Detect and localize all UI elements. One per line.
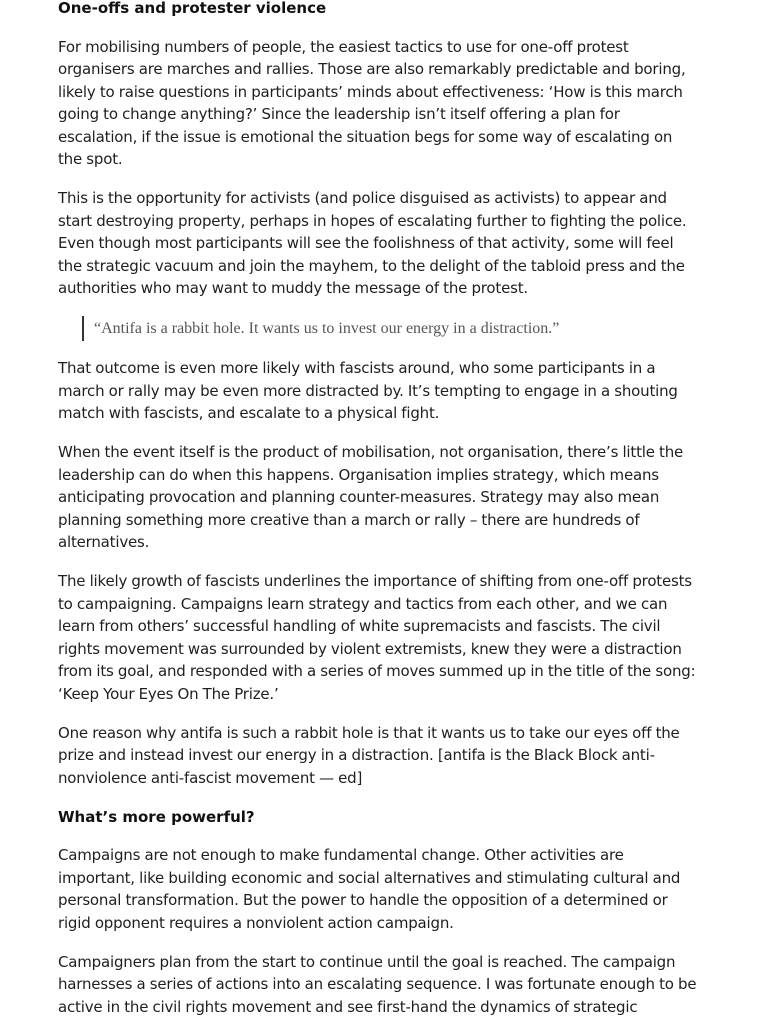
pull-quote: “Antifa is a rabbit hole. It wants us to invest our energy in a distraction.” <box>82 316 700 341</box>
paragraph-mobilising: For mobilising numbers of people, the easiest tactics to use for one-off protest organisers are marches and rallies. Those are also remarkably predictable and boring, likely to raise questions in participants’ minds about effectiveness: ‘How is this march going to change anything?’ Since the leadership isn’t itself offering a plan for escalation, if the issue is emotional the situation begs for some way of escalating on the spot. <box>58 37 686 168</box>
paragraph-fascists-outcome: That outcome is even more likely with fascists around, who some participants in a march or rally may be even more distracted by. It’s tempting to engage in a shouting match with fascists, and escalate to a physical fight. <box>58 359 678 422</box>
paragraph-campaigning: The likely growth of fascists underlines the importance of shifting from one-off protests to campaigning. Campaigns learn strategy and tactics from each other, and we can learn from others’ successful handling of white supremacists and fascists. The civil rights movement was surrounded by violent extremists, knew they were a distraction from its goal, and responded with a series of moves summed up in the title of the song: ‘Keep Your Eyes On The Prize.’ <box>58 572 696 703</box>
paragraph-rabbit-hole: One reason why antifa is such a rabbit hole is that it wants us to take our eyes off the prize and instead invest our energy in a distraction. [antifa is the Black Block anti-nonviolence anti-fascist movement — ed] <box>58 723 680 787</box>
section-heading-whats-more-powerful: What’s more powerful? <box>58 807 255 826</box>
paragraph-campaigns-not-enough: Campaigns are not enough to make fundamental change. Other activities are important, like building economic and social alternatives and stimulating cultural and personal transformation. But the power to handle the opposition of a determined or rigid opponent requires a nonviolent action campaign. <box>58 846 681 932</box>
paragraph-mobilisation-organisation: When the event itself is the product of mobilisation, not organisation, there’s little the leadership can do when this happens. Organisation implies strategy, which means anticipating provocation and planning counter-measures. Strategy may also mean planning something more creative than a march or rally – there are hundreds of alternatives. <box>58 443 684 551</box>
article-body <box>58 0 700 1035</box>
section-heading-one-offs: One-offs and protester violence <box>58 0 327 17</box>
paragraph-opportunity: This is the opportunity for activists (and police disguised as activists) to appear and start destroying property, perhaps in hopes of escalating further to fighting the police. Even though most participants will see the foolishness of that activity, some will feel the strategic vacuum and join the mayhem, to the delight of the tabloid press and the authorities who may want to muddy the message of the protest. <box>58 189 687 297</box>
paragraph-campaigners-plan: Campaigners plan from the start to continue until the goal is reached. The campaign harnesses a series of actions into an escalating sequence. I was fortunate enough to be active in the civil rights movement and see first-hand the dynamics of strategic <box>58 952 697 1016</box>
